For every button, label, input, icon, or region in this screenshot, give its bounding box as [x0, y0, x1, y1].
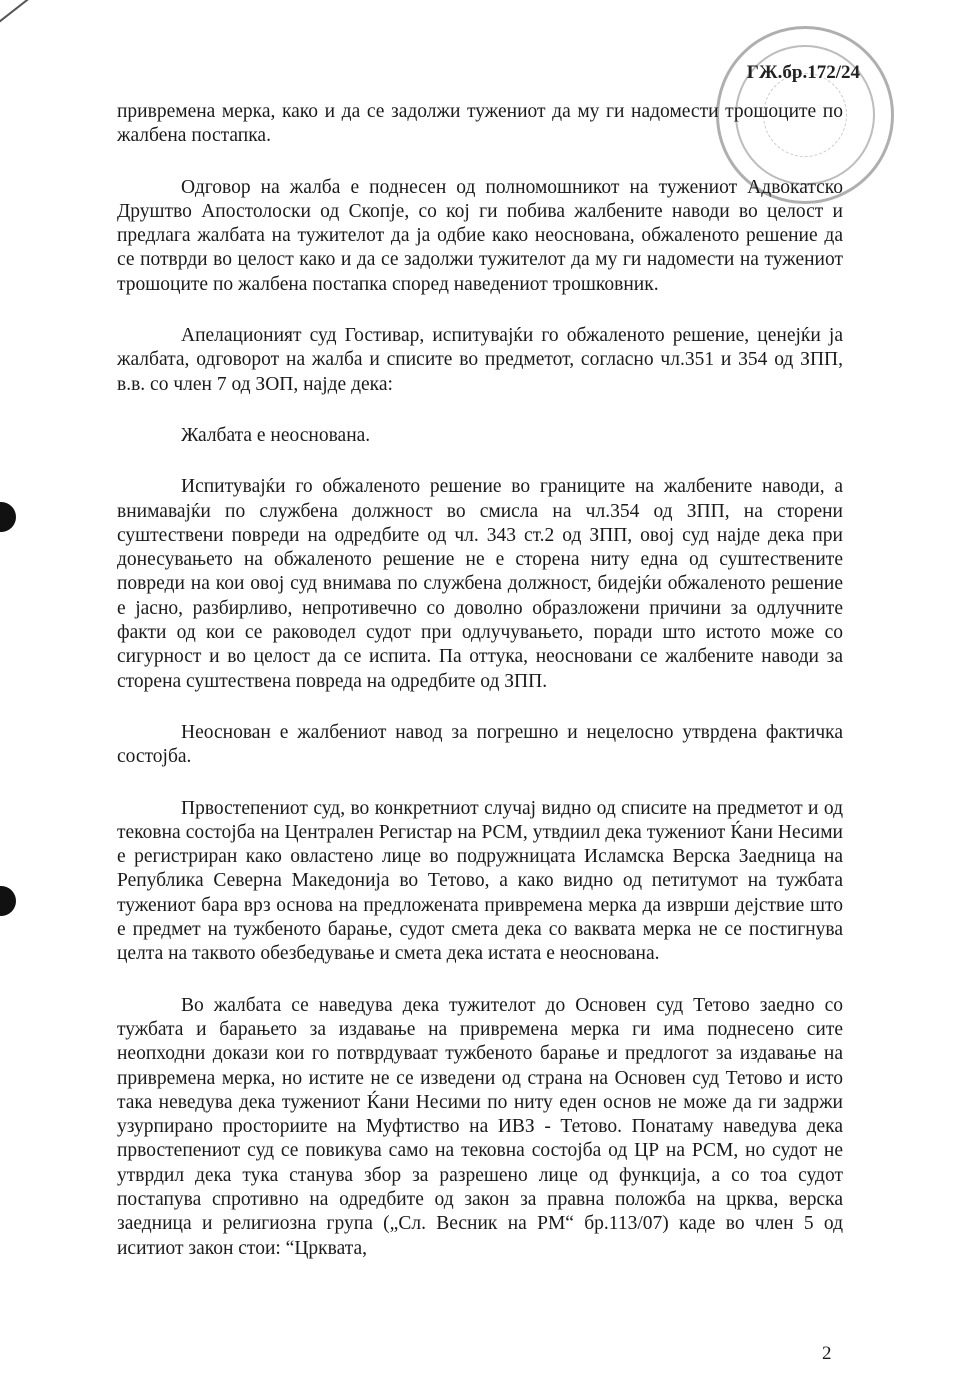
paragraph: Неоснован е жалбениот навод за погрешно и нецелосно утврдена фактичка состојба.: [117, 721, 843, 768]
punch-hole: [0, 886, 16, 916]
paragraph: Одговор на жалба е поднесен од полномошникот на тужениот Адвокатско Друштво Апостолоски од Скопје, со кој ги побива жалбените наводи во целост и предлага жалбата на тужителот да ја одбие како неоснована, обжаленото решение да се потврди во целост како и да се задолжи тужителот да му ги надомести на тужениот трошоците по жалбена постапка според наведениот трошковник.: [117, 176, 843, 295]
paragraph: Жалбата е неоснована.: [181, 424, 371, 446]
case-number: ГЖ.бр.172/24: [746, 62, 860, 83]
paragraph: Првостепениот суд, во конкретниот случај видно од списите на предметот и од тековна состојба на Централен Регистар на РСМ, утвдиил дека тужениот Ќани Несими е регистриран како овластено лице во подружницата Исламска Верска Заедница на Република Северна Македонија во Тетово, а како видно од петитумот на тужбата тужениот бара врз основа на предложената привремена мерка да изврши дејствие што е предмет на тужбеното барање, судот смета дека со ваквата мерка не се постигнува целта на таквото обезбедување и смета дека истата е неоснована.: [117, 797, 843, 965]
document-body: [117, 100, 843, 1288]
page-number: 2: [822, 1343, 832, 1364]
scan-edge-mark: [0, 0, 46, 30]
paragraph: Во жалбата се наведува дека тужителот до Основен суд Тетово заедно со тужбата и барањето за издавање на привремена мерка ги има поднесено сите неопходни докази кои го потврдуваат тужбеното барање и предлогот за издавање на привремена мерка, но истите не се изведени од страна на Основен суд Тетово и исто така неведува дека тужениот Ќани Несими по ниту еден основ не може да ги задржи узурпирано просториите на Муфтиство на ИВЗ - Тетово. Понатаму наведува дека првостепениот суд се повикува само на тековна состојба од ЦР на РСМ, но судот не утврдил дека тука станува збор за разрешено лице од функција, а со тоа судот постапува спротивно на одредбите од закон за правна положба на црква, верска заедница и религиозна група („Сл. Весник на РМ“ бр.113/07) каде во член 5 од иситиот закон стои: “Црквата,: [117, 994, 843, 1259]
paragraph: Апелационият суд Гостивар, испитувајќи го обжаленото решение, ценејќи ја жалбата, одговорот на жалба и списите во предметот, согласно чл.351 и 354 од ЗПП, в.в. со член 7 од ЗОП, најде дека:: [117, 325, 843, 395]
paragraph: Испитувајќи го обжаленото решение во границите на жалбените наводи, а внимавајќи по службена должност во смисла на чл.354 од ЗПП, на сторени суштествени повреди на одредбите од чл. 343 ст.2 од ЗПП, овој суд најде дека при донесувањето на обжаленото решение не е сторена ниту една од суштествените повреди на кои овој суд внимава по службена должност, бидејќи обжаленото решение е јасно, разбирливо, непротивечно со доволно образложени причини за одлучните факти од кои се раководел судот при одлучувањето, поради што истото може со сигурност и во целост да се испита. Па оттука, неосновани се жалбените наводи за сторена суштествена повреда на одредбите од ЗПП.: [117, 476, 843, 692]
punch-hole: [0, 502, 16, 532]
paragraph: привремена мерка, како и да се задолжи тужениот да му ги надомести трошоците по жалбена постапка.: [117, 101, 843, 147]
